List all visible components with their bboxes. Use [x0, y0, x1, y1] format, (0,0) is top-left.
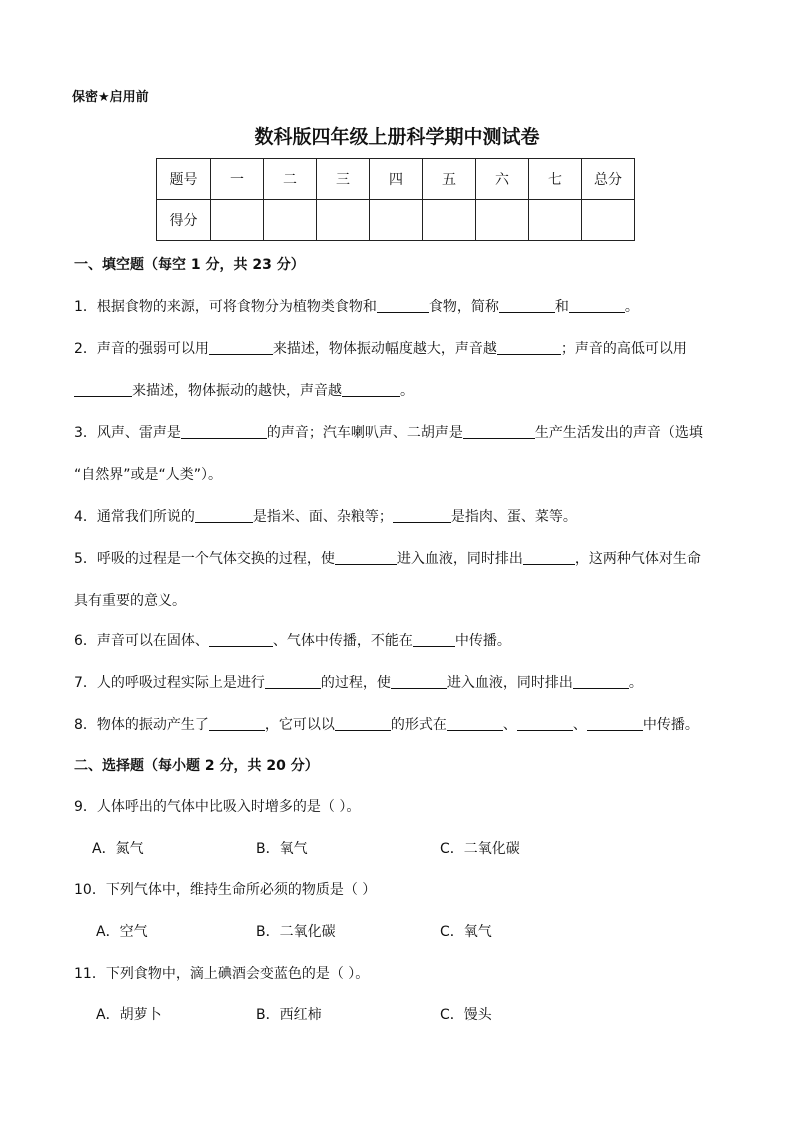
- answer-blank[interactable]: [265, 674, 321, 689]
- score-cell[interactable]: [317, 200, 370, 241]
- answer-blank[interactable]: [391, 674, 447, 689]
- question-3-line-2: “自然界”或是“人类”）。: [74, 467, 223, 483]
- question-9-option-a[interactable]: A．氮气: [92, 841, 144, 857]
- question-10-option-a[interactable]: A．空气: [96, 924, 148, 940]
- section-2-heading: 二、选择题（每小题 2 分，共 20 分）: [74, 758, 319, 774]
- answer-blank[interactable]: [587, 716, 643, 731]
- score-cell[interactable]: [476, 200, 529, 241]
- answer-blank[interactable]: [517, 716, 573, 731]
- score-cell[interactable]: [529, 200, 582, 241]
- answer-blank[interactable]: [413, 632, 455, 647]
- answer-blank[interactable]: [195, 508, 253, 523]
- question-10-stem: 10．下列气体中，维持生命所必须的物质是（ ）: [74, 882, 377, 898]
- confidential-label: 保密★启用前: [72, 90, 149, 105]
- question-7: 7．人的呼吸过程实际上是进行 的过程，使 进入血液，同时排出 。: [74, 675, 643, 691]
- score-row-label: 得分: [157, 200, 211, 241]
- score-header-cell: 总分: [582, 159, 635, 200]
- question-11-option-c[interactable]: C．馒头: [440, 1007, 492, 1023]
- page-title: 数科版四年级上册科学期中测试卷: [254, 126, 540, 148]
- question-1: 1．根据食物的来源，可将食物分为植物类食物和 食物，简称 和 。: [74, 299, 639, 315]
- score-cell[interactable]: [211, 200, 264, 241]
- question-2-line-2: 来描述，物体振动的越快，声音越 。: [74, 380, 414, 400]
- question-11-option-a[interactable]: A．胡萝卜: [96, 1007, 162, 1023]
- score-table-score-row: [157, 200, 635, 241]
- score-cell[interactable]: [423, 200, 476, 241]
- answer-blank[interactable]: [335, 716, 391, 731]
- question-3-line-1: 3．风声、雷声是 的声音；汽车喇叭声、二胡声是 生产生活发出的声音（选填: [74, 425, 703, 441]
- answer-blank[interactable]: [335, 550, 397, 565]
- score-cell[interactable]: [264, 200, 317, 241]
- answer-blank[interactable]: [523, 550, 575, 565]
- answer-blank[interactable]: [463, 424, 535, 439]
- score-cell[interactable]: [582, 200, 635, 241]
- answer-blank[interactable]: [74, 382, 132, 397]
- answer-blank[interactable]: [393, 508, 451, 523]
- question-9-stem: 9．人体呼出的气体中比吸入时增多的是（ ）。: [74, 799, 361, 815]
- answer-blank[interactable]: [342, 382, 400, 397]
- answer-blank[interactable]: [573, 674, 629, 689]
- question-9-option-b[interactable]: B．氧气: [256, 841, 308, 857]
- score-cell[interactable]: [370, 200, 423, 241]
- answer-blank[interactable]: [377, 298, 429, 313]
- answer-blank[interactable]: [209, 340, 273, 355]
- score-header-cell: 三: [317, 159, 370, 200]
- section-1-heading: 一、填空题（每空 1 分，共 23 分）: [74, 257, 305, 273]
- score-table-header-row: [157, 159, 635, 200]
- question-5-line-2: 具有重要的意义。: [74, 593, 186, 609]
- score-header-cell: 题号: [157, 159, 211, 200]
- score-header-cell: 四: [370, 159, 423, 200]
- question-4: 4．通常我们所说的 是指米、面、杂粮等； 是指肉、蛋、菜等。: [74, 509, 577, 525]
- answer-blank[interactable]: [447, 716, 503, 731]
- answer-blank[interactable]: [209, 716, 265, 731]
- question-10-option-b[interactable]: B．二氧化碳: [256, 924, 336, 940]
- score-table: [156, 158, 635, 241]
- score-header-cell: 六: [476, 159, 529, 200]
- answer-blank[interactable]: [569, 298, 625, 313]
- question-6: 6．声音可以在固体、 、气体中传播，不能在 中传播。: [74, 633, 511, 649]
- score-header-cell: 七: [529, 159, 582, 200]
- score-header-cell: 五: [423, 159, 476, 200]
- score-header-cell: 二: [264, 159, 317, 200]
- question-8: 8．物体的振动产生了 ，它可以以 的形式在 、 、 中传播。: [74, 717, 699, 733]
- question-11-option-b[interactable]: B．西红柿: [256, 1007, 322, 1023]
- question-11-stem: 11．下列食物中，滴上碘酒会变蓝色的是（ ）。: [74, 966, 370, 982]
- answer-blank[interactable]: [181, 424, 267, 439]
- score-header-cell: 一: [211, 159, 264, 200]
- answer-blank[interactable]: [499, 298, 555, 313]
- question-9-option-c[interactable]: C．二氧化碳: [440, 841, 520, 857]
- question-10-option-c[interactable]: C．氧气: [440, 924, 492, 940]
- answer-blank[interactable]: [497, 340, 561, 355]
- question-2-line-1: 2．声音的强弱可以用 来描述，物体振动幅度越大，声音越 ；声音的高低可以用: [74, 341, 687, 357]
- question-5-line-1: 5．呼吸的过程是一个气体交换的过程，使 进入血液，同时排出 ，这两种气体对生命: [74, 551, 701, 567]
- answer-blank[interactable]: [209, 632, 273, 647]
